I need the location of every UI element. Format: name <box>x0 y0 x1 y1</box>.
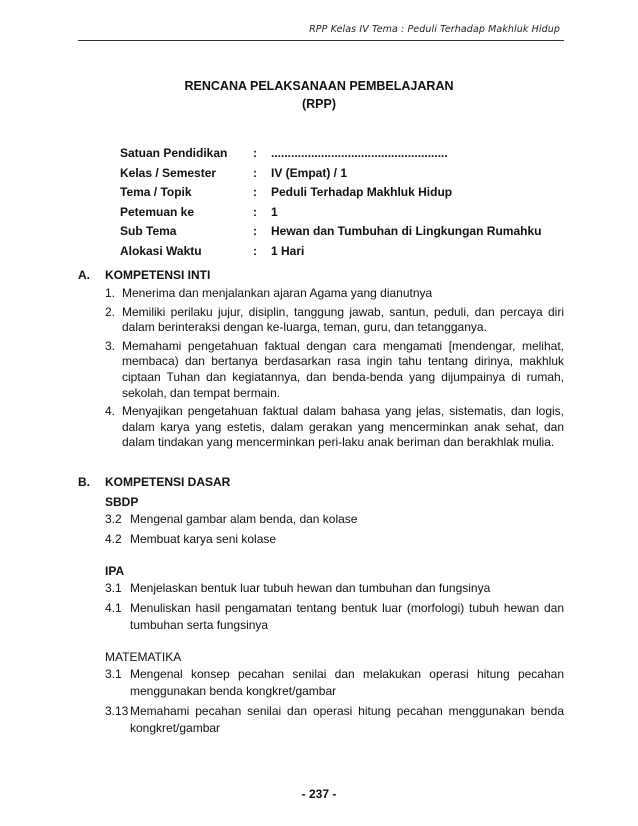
item-text: Menjelaskan bentuk luar tubuh hewan dan tumbuhan dan fungsinya <box>130 581 491 595</box>
identity-key: Satuan Pendidikan <box>120 146 228 160</box>
ki-list <box>78 286 564 451</box>
identity-colon: : <box>253 224 257 238</box>
item-number: 4.2 <box>105 532 122 546</box>
running-header: RPP Kelas IV Tema : Peduli Terhadap Makhluk Hidup <box>309 24 560 35</box>
item-text: Menerima dan menjalankan ajaran Agama yang dianutnya <box>122 286 433 300</box>
identity-colon: : <box>253 165 257 180</box>
subject-heading-ipa: IPA <box>105 564 125 578</box>
identity-value: 1 <box>271 204 278 219</box>
item-text: Memahami pecahan senilai dan operasi hitung pecahan menggunakan benda kongkret/gambar <box>130 704 564 735</box>
identity-key: Kelas / Semester <box>120 165 217 180</box>
section-letter: A. <box>78 268 90 282</box>
item-text: Mengenal gambar alam benda, dan kolase <box>130 512 358 526</box>
identity-key: Alokasi Waktu <box>120 243 202 258</box>
list-item <box>78 703 564 737</box>
list-item <box>78 580 564 597</box>
item-text: Memahami pengetahuan faktual dengan cara mengamati [mendengar, melihat, membaca) dan bertanya berdasarkan rasa ingin tahu tentang dirinya, makhluk ciptaan Tuhan dan kegiatannya, dan benda-benda yang dijumpainya di rumah, sekolah, dan tempat bermain. <box>122 338 564 400</box>
identity-key: Sub Tema <box>120 224 177 238</box>
identity-value: IV (Empat) / 1 <box>271 165 348 180</box>
section-kompetensi-dasar <box>78 475 564 740</box>
identity-table <box>120 146 541 263</box>
section-heading <box>78 268 564 286</box>
item-number: 3.2 <box>105 512 122 526</box>
section-heading <box>78 475 564 493</box>
identity-colon: : <box>253 146 257 160</box>
item-text: Menyajikan pengetahuan faktual dalam bahasa yang jelas, sistematis, dan logis, dalam karya yang estetis, dalam gerakan yang mencerminkan anak sehat, dan dalam tindakan yang mencerminkan peri-laku anak beriman dan berakhlak mulia. <box>122 404 564 450</box>
item-number: 2. <box>105 304 116 319</box>
list-item <box>78 305 564 336</box>
list-item <box>78 339 564 401</box>
identity-value: ..................................................... <box>271 146 448 160</box>
identity-value: Peduli Terhadap Makhluk Hidup <box>271 185 453 199</box>
list-item <box>78 511 564 528</box>
item-text: Mengenal konsep pecahan senilai dan melakukan operasi hitung pecahan menggunakan benda kongkret/gambar <box>130 667 564 698</box>
item-number: 4. <box>105 404 116 419</box>
list-item <box>78 404 564 451</box>
identity-row <box>120 244 541 264</box>
title-line-2: (RPP) <box>301 97 337 111</box>
identity-colon: : <box>253 185 257 199</box>
item-number: 4.1 <box>105 601 122 615</box>
subject-heading-matematika: MATEMATIKA <box>105 650 182 664</box>
list-item <box>78 666 564 700</box>
item-number: 3.1 <box>105 581 122 595</box>
identity-row <box>120 166 541 186</box>
item-text: Membuat karya seni kolase <box>130 532 277 546</box>
page-number: - 237 - <box>301 787 337 801</box>
identity-colon: : <box>253 243 257 258</box>
item-text: Menuliskan hasil pengamatan tentang bentuk luar (morfologi) tubuh hewan dan tumbuhan serta fungsinya <box>130 601 564 632</box>
header-divider <box>78 40 564 41</box>
title-line-1: RENCANA PELAKSANAAN PEMBELAJARAN <box>184 79 454 93</box>
section-title: KOMPETENSI DASAR <box>105 475 231 489</box>
list-item <box>78 286 564 302</box>
item-number: 1. <box>105 286 116 300</box>
subject-heading-sbdp: SBDP <box>105 495 139 509</box>
list-item <box>78 600 564 634</box>
identity-value: Hewan dan Tumbuhan di Lingkungan Rumahku <box>271 224 542 238</box>
identity-value: 1 Hari <box>271 243 305 258</box>
identity-key: Petemuan ke <box>120 204 195 219</box>
list-item <box>78 531 564 548</box>
identity-row <box>120 224 541 244</box>
identity-row <box>120 205 541 225</box>
item-text: Memiliki perilaku jujur, disiplin, tanggung jawab, santun, peduli, dan percaya diri dalam berinteraksi dengan ke-luarga, teman, guru, dan tetangganya. <box>122 304 564 335</box>
item-number: 3.1 <box>105 667 122 681</box>
document-title <box>0 77 638 113</box>
item-number: 3.13 <box>105 704 129 718</box>
item-number: 3. <box>105 338 116 353</box>
section-kompetensi-inti <box>78 268 564 454</box>
identity-row <box>120 146 541 166</box>
identity-colon: : <box>253 204 257 219</box>
section-letter: B. <box>78 475 90 489</box>
section-title: KOMPETENSI INTI <box>105 268 211 282</box>
identity-key: Tema / Topik <box>120 185 192 199</box>
identity-row <box>120 185 541 205</box>
